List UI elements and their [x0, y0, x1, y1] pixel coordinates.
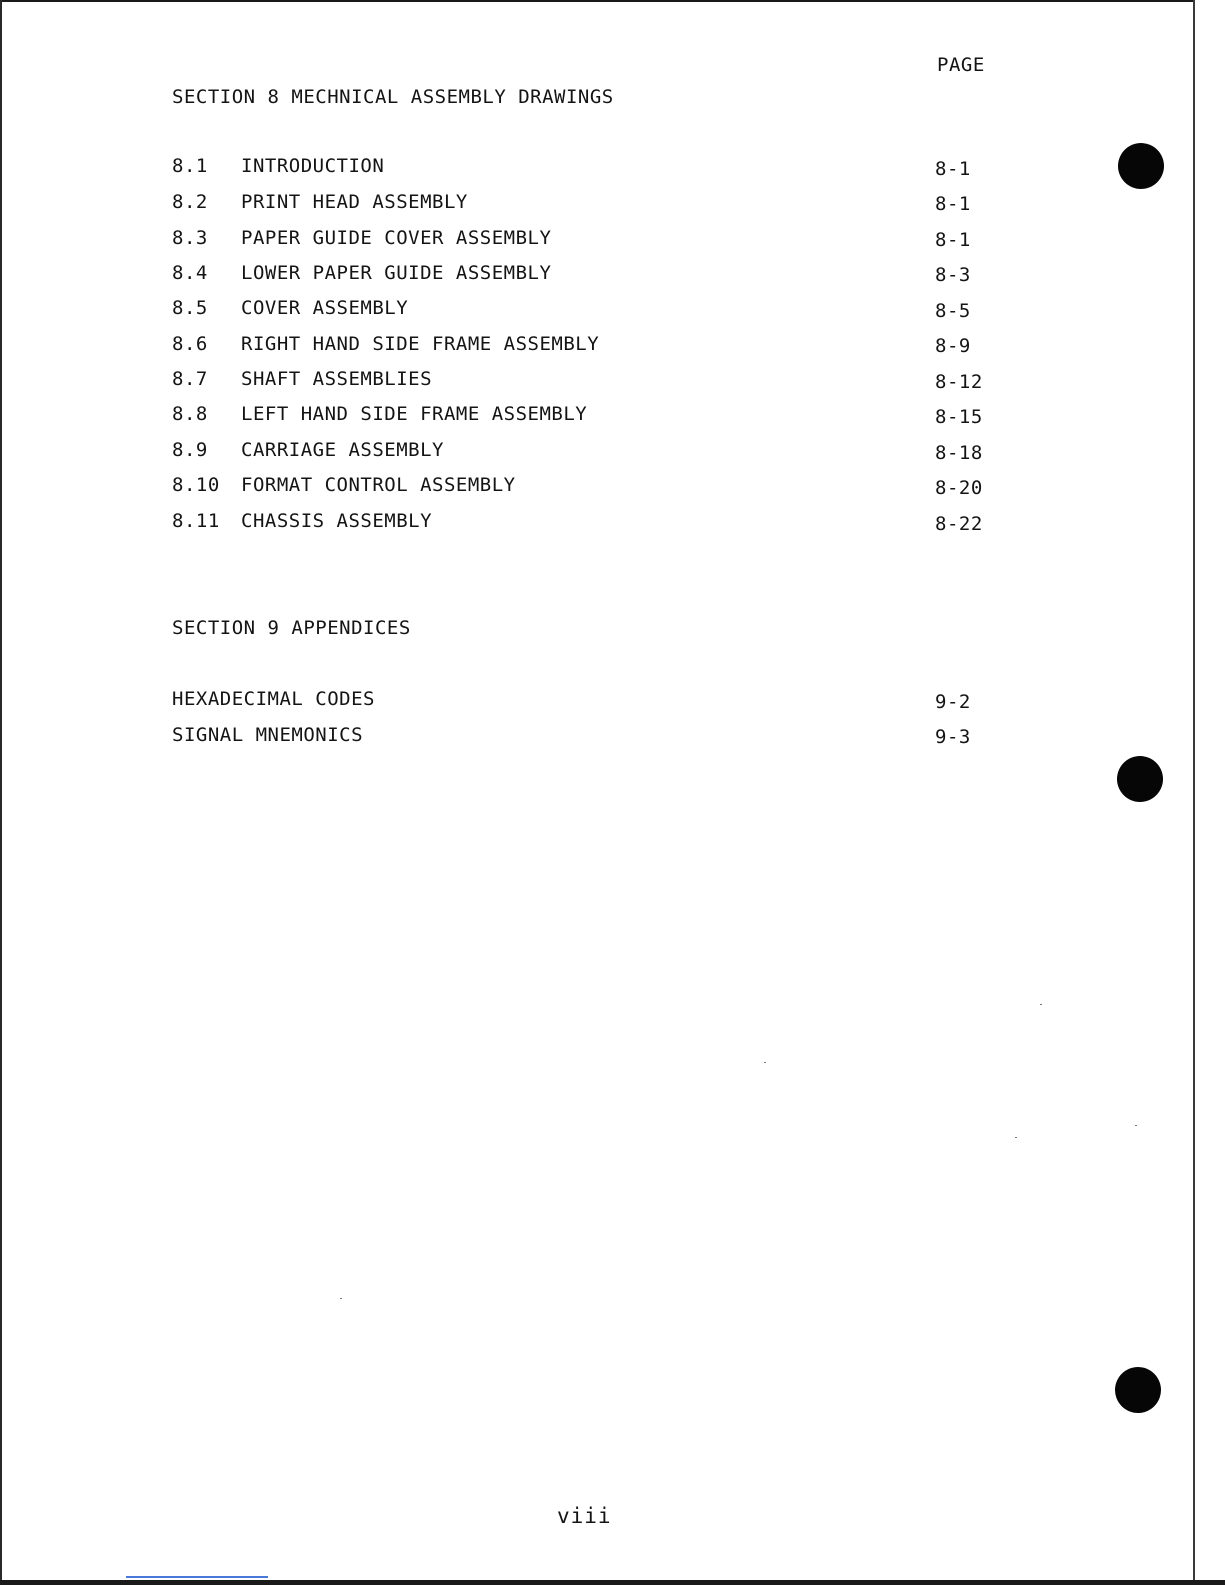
toc-entry-page: 8-1	[935, 158, 971, 180]
toc-entry-title: CHASSIS ASSEMBLY	[241, 510, 433, 532]
toc-entry-title: HEXADECIMAL CODES	[172, 688, 375, 710]
toc-entry-number: 8.3	[172, 227, 208, 249]
toc-entry-number: 8.7	[172, 368, 208, 390]
toc-entry-number: 8.10	[172, 474, 220, 496]
scan-speck	[1040, 1004, 1042, 1005]
page-column-header: PAGE	[937, 54, 985, 76]
toc-entry-page: 8-3	[935, 264, 971, 286]
toc-entry-title: PAPER GUIDE COVER ASSEMBLY	[241, 227, 552, 249]
toc-entry-title: LEFT HAND SIDE FRAME ASSEMBLY	[241, 403, 588, 425]
scan-margin-right	[1195, 0, 1225, 1585]
toc-entry-number: 8.4	[172, 262, 208, 284]
toc-entry-number: 8.2	[172, 191, 208, 213]
toc-entry-number: 8.8	[172, 403, 208, 425]
page-folio: viii	[557, 1504, 612, 1528]
toc-entry-title: SIGNAL MNEMONICS	[172, 724, 364, 746]
toc-entry-title: COVER ASSEMBLY	[241, 297, 409, 319]
toc-entry-page: 8-18	[935, 442, 983, 464]
toc-entry-number: 8.5	[172, 297, 208, 319]
toc-entry-title: RIGHT HAND SIDE FRAME ASSEMBLY	[241, 333, 600, 355]
toc-entry-page: 8-1	[935, 193, 971, 215]
toc-entry-title: INTRODUCTION	[241, 155, 385, 177]
toc-entry-page: 9-2	[935, 691, 971, 713]
scan-speck	[1015, 1137, 1017, 1138]
toc-entry-page: 9-3	[935, 726, 971, 748]
punch-hole-bottom	[1115, 1367, 1161, 1413]
punch-hole-middle	[1117, 756, 1163, 802]
toc-entry-page: 8-5	[935, 300, 971, 322]
scan-edge-top	[0, 0, 1225, 2]
scan-speck	[1135, 1125, 1137, 1126]
toc-entry-title: FORMAT CONTROL ASSEMBLY	[241, 474, 516, 496]
toc-entry-page: 8-15	[935, 406, 983, 428]
scan-speck	[340, 1298, 342, 1299]
toc-entry-title: PRINT HEAD ASSEMBLY	[241, 191, 468, 213]
toc-entry-number: 8.11	[172, 510, 220, 532]
toc-entry-number: 8.1	[172, 155, 208, 177]
toc-entry-title: SHAFT ASSEMBLIES	[241, 368, 433, 390]
scan-blue-mark	[126, 1576, 268, 1578]
toc-entry-title: CARRIAGE ASSEMBLY	[241, 439, 444, 461]
toc-entry-number: 8.9	[172, 439, 208, 461]
section-9-heading: SECTION 9 APPENDICES	[172, 617, 411, 639]
toc-entry-page: 8-9	[935, 335, 971, 357]
punch-hole-top	[1118, 143, 1164, 189]
toc-entry-page: 8-12	[935, 371, 983, 393]
section-8-heading: SECTION 8 MECHNICAL ASSEMBLY DRAWINGS	[172, 86, 614, 108]
scan-edge-bottom	[0, 1580, 1225, 1585]
toc-entry-page: 8-20	[935, 477, 983, 499]
toc-entry-page: 8-22	[935, 513, 983, 535]
toc-entry-number: 8.6	[172, 333, 208, 355]
toc-entry-title: LOWER PAPER GUIDE ASSEMBLY	[241, 262, 552, 284]
scan-edge-left	[0, 0, 2, 1585]
toc-entry-page: 8-1	[935, 229, 971, 251]
scan-speck	[764, 1062, 766, 1063]
